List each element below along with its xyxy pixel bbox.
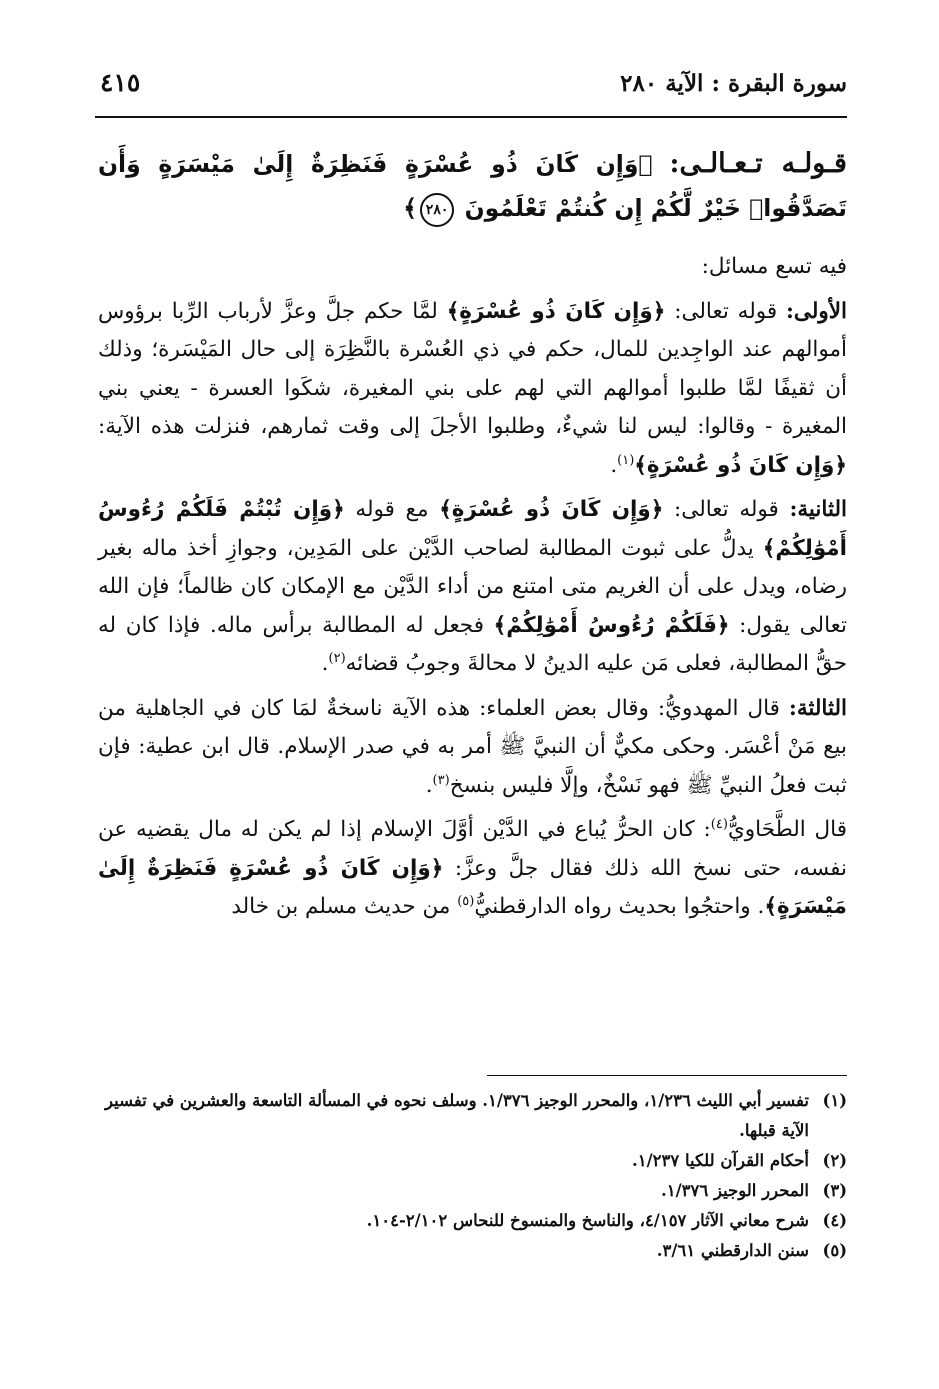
page-number: ٤١٥ (100, 68, 141, 97)
footnote-number: (٤) (822, 1211, 847, 1230)
issue-first-text: لمَّا حكم جلَّ وعزَّ لأرباب الرِّبا برؤوس أموالهم عند الواجِدين للمال، حكم في ذي العُسْرة بالنَّظِرَة إلى حال المَيْسَرة؛ وذلك أن ثقيفًا لمَّا طلبوا أموالهم التي لهم على بني المغيرة، شكَوا العسرة - يعني بني المغيرة - وقالوا: ليس لنا شيءٌ، وطلبوا الأجلَ إلى وقت ثمارهم، فنزلت هذه الآية: (98, 298, 847, 439)
issue-second-text: مع قوله (355, 497, 429, 522)
issue-second-lead: الثانية: (789, 497, 847, 522)
footnote-text: المحرر الوجيز ١/٣٧٦. (660, 1181, 809, 1200)
tahawi-text: : كان الحرُّ يُباع في الدَّيْن أوَّلَ الإسلام إذا لم يكن له مال يقضيه عن نفسه، حتى نسخ الله ذلك فقال جلَّ وعزَّ: (98, 817, 848, 881)
issue-first-lead: الأولى: (785, 298, 848, 324)
sentence-end: . (425, 772, 433, 798)
tahawi-text: قال الطَّحَاويُّ (727, 817, 847, 842)
ayah-number-marker: ٢٨٠ (420, 193, 454, 227)
tahawi-quote: ﴿وَإِن كَانَ ذُو عُسْرَةٍ فَنَظِرَةٌ إِلَىٰ مَيْسَرَةٍ﴾ (98, 855, 847, 919)
issue-third-text: قال المهدويُّ: وقال بعض العلماء: هذه الآية ناسخةٌ لمَا كان في الجاهلية من بيع مَنْ أعْسَر. وحكى مكيٌّ أن النبيَّ ﷺ أمر به في صدر الإسلام. قال ابن عطية: فإن ثبت فعلُ النبيِّ ﷺ فهو نَسْخٌ، وإلَّا فليس بنسخ (98, 695, 847, 798)
footnote-text: تفسير أبي الليث ١/٢٣٦، والمحرر الوجيز ١/٣٧٦. وسلف نحوه في المسألة التاسعة والعشرين في تفسير الآية قبلها. (105, 1091, 809, 1140)
issue-third-continued (98, 811, 847, 927)
footnote-item (98, 1086, 847, 1146)
issue-second-quote: ﴿فَلَكُمْ رُءُوسُ أَمْوَٰلِكُمْ﴾ (493, 612, 730, 638)
footnote-number: (١) (822, 1091, 847, 1110)
issue-first (98, 293, 847, 486)
issue-first-text: قوله تعالى: (674, 298, 778, 324)
issue-second-quote: ﴿وَإِن كَانَ ذُو عُسْرَةٍ﴾ (439, 497, 664, 522)
issue-second (98, 491, 847, 684)
footnote-ref[interactable]: (٤) (710, 816, 728, 832)
intro-line: فيه تسع مسائل: (701, 254, 847, 279)
footnote-text: أحكام القرآن للكيا ١/٢٣٧. (632, 1151, 809, 1170)
footnote-ref[interactable]: (٥) (457, 893, 475, 909)
footnote-item (98, 1146, 847, 1176)
quran-verse: ﴿وَإِن كَانَ ذُو عُسْرَةٍ فَنَظِرَةٌ إِلَىٰ مَيْسَرَةٍ وَأَن تَصَدَّقُوا۟ خَيْرٌ لَّكُمْ إِن كُنتُمْ تَعْلَمُونَ (98, 150, 847, 222)
footnote-item (98, 1236, 847, 1266)
tahawi-text: من حديث مسلم بن خالد (231, 894, 451, 919)
issue-second-quote: ﴿وَإِن تُبْتُمْ فَلَكُمْ رُءُوسُ أَمْوَٰلِكُمْ﴾ (98, 497, 847, 561)
footnote-ref[interactable]: (٢) (328, 650, 346, 666)
footnote-number: (٢) (822, 1151, 847, 1170)
issue-first-quote: ﴿وَإِن كَانَ ذُو عُسْرَةٍ﴾ (446, 298, 666, 324)
footnote-number: (٣) (822, 1181, 847, 1200)
tahawi-text: . واحتجُوا بحديث رواه الدارقطنيُّ (474, 894, 765, 919)
main-text (98, 142, 847, 927)
verse-heading (98, 142, 847, 230)
issue-third (98, 690, 847, 806)
sentence-end: . (610, 452, 618, 478)
issue-first-quote: ﴿وَإِن كَانَ ذُو عُسْرَةٍ﴾ (634, 452, 847, 478)
issue-second-text: يدلُّ على ثبوت المطالبة لصاحب الدَّيْن على المَدِين، وجوازِ أخذ ماله بغير رضاه، ويدل على أن الغريم متى امتنع من أداء الدَّيْن مع الإمكان كان ظالماً؛ فإن الله تعالى يقول: (98, 535, 847, 638)
footnote-rule (487, 1075, 847, 1076)
verse-close-bracket: ﴾ (403, 194, 418, 222)
footnote-item (98, 1206, 847, 1236)
footnote-text: سنن الدارقطني ٣/٦١. (656, 1241, 809, 1260)
issue-second-text: فجعل له المطالبة برأس ماله. فإذا كان له حقُّ المطالبة، فعلى مَن عليه الدينُ لا محالةَ وجوبُ قضائه (98, 612, 847, 676)
footnote-item (98, 1176, 847, 1206)
footnote-ref[interactable]: (١) (617, 452, 635, 468)
verse-intro: قـولـه تـعـالـى: (669, 148, 847, 179)
footnote-text: شرح معاني الآثار ٤/١٥٧، والناسخ والمنسوخ للنحاس ٢/١٠٢-١٠٤. (366, 1211, 809, 1230)
footnote-ref[interactable]: (٣) (432, 772, 450, 788)
sentence-end: . (321, 651, 329, 676)
page-header (100, 64, 847, 104)
header-rule (95, 116, 847, 118)
issue-second-text: قوله تعالى: (674, 497, 779, 522)
issue-third-lead: الثالثة: (788, 695, 847, 721)
footnotes (98, 1086, 847, 1266)
running-title: سورة البقرة : الآية ٢٨٠ (620, 70, 847, 97)
footnote-number: (٥) (822, 1241, 847, 1260)
